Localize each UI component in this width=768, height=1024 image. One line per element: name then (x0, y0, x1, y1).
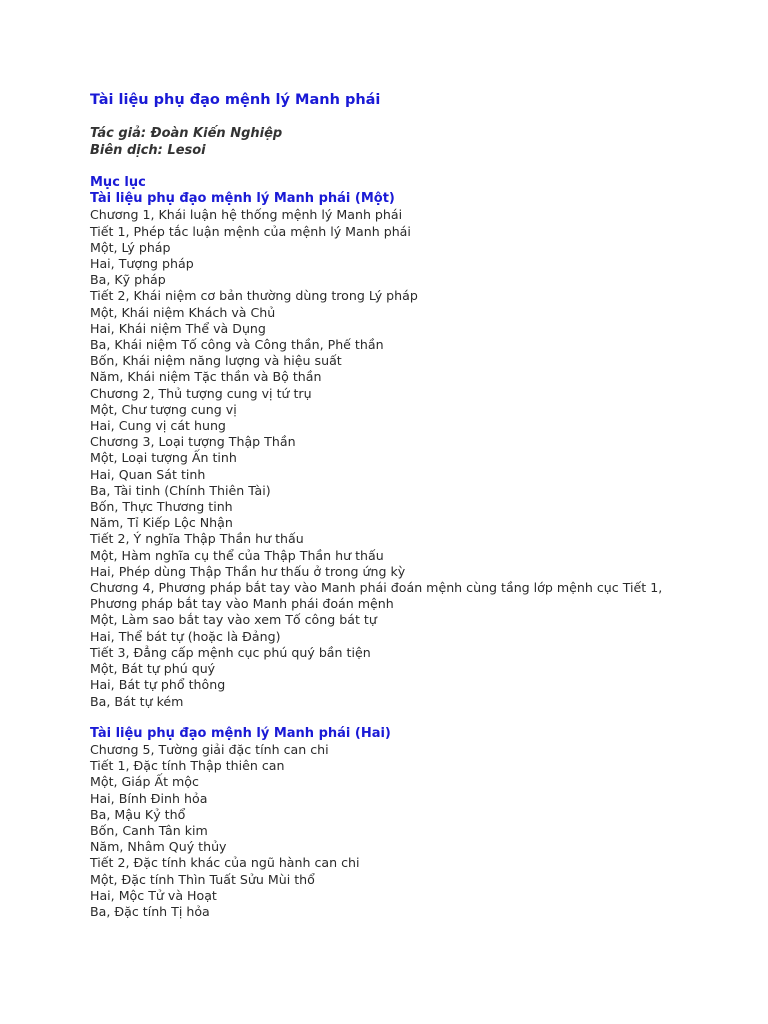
toc-entry: Hai, Khái niệm Thể và Dụng (90, 320, 266, 336)
toc-entry: Bốn, Canh Tân kim (90, 822, 208, 838)
toc-entry: Một, Loại tượng Ấn tinh (90, 450, 237, 466)
toc-entry: Tiết 3, Đẳng cấp mệnh cục phú quý bần tiện (90, 644, 371, 660)
part-two-list (90, 742, 730, 920)
toc-entry: Tiết 1, Phép tắc luận mệnh của mệnh lý Manh phái (90, 223, 411, 239)
toc-entry: Bốn, Khái niệm năng lượng và hiệu suất (90, 353, 342, 369)
document-page (90, 89, 730, 920)
part-one-title: Tài liệu phụ đạo mệnh lý Manh phái (Một) (90, 191, 395, 207)
toc-entry: Ba, Mậu Kỷ thổ (90, 806, 186, 822)
toc-entry: Hai, Quan Sát tinh (90, 466, 206, 482)
translator-line: Biên dịch: Lesoi (90, 142, 206, 158)
toc-entry: Năm, Tỉ Kiếp Lộc Nhận (90, 515, 233, 531)
toc-entry: Tiết 2, Đặc tính khác của ngũ hành can chi (90, 855, 360, 871)
toc-entry: Hai, Cung vị cát hung (90, 418, 226, 434)
toc-entry: Tiết 2, Ý nghĩa Thập Thần hư thấu (90, 531, 304, 547)
toc-entry: Hai, Thể bát tự (hoặc là Đảng) (90, 628, 281, 644)
toc-entry: Bốn, Thực Thương tinh (90, 499, 233, 515)
toc-entry: Ba, Kỹ pháp (90, 272, 166, 288)
author-line: Tác giả: Đoàn Kiến Nghiệp (90, 126, 283, 141)
toc-heading: Mục lục (90, 175, 146, 190)
toc-entry: Chương 1, Khái luận hệ thống mệnh lý Manh phái (90, 207, 403, 223)
toc-entry: Hai, Phép dùng Thập Thần hư thấu ở trong ứng kỳ (90, 563, 406, 579)
toc-entry: Một, Bát tự phú quý (90, 661, 216, 677)
part-two-title: Tài liệu phụ đạo mệnh lý Manh phái (Hai) (90, 725, 391, 741)
toc-entry: Tiết 2, Khái niệm cơ bản thường dùng trong Lý pháp (90, 288, 418, 304)
toc-entry: Năm, Nhâm Quý thủy (90, 839, 227, 855)
toc-entry: Hai, Bát tự phổ thông (90, 677, 226, 693)
toc-entry: Một, Lý pháp (90, 239, 171, 255)
toc-entry: Một, Hàm nghĩa cụ thể của Thập Thần hư thấu (90, 547, 384, 563)
toc-entry: Một, Khái niệm Khách và Chủ (90, 304, 276, 320)
toc-entry: Năm, Khái niệm Tặc thần và Bộ thần (90, 369, 322, 385)
toc-entry: Hai, Tượng pháp (90, 256, 194, 272)
toc-entry: Chương 4, Phương pháp bắt tay vào Manh phái đoán mệnh cùng tầng lớp mệnh cục Tiết 1, (90, 580, 663, 596)
toc-entry: Một, Làm sao bắt tay vào xem Tố công bát tự (90, 612, 377, 628)
credits-block (90, 126, 730, 159)
toc-entry: Chương 3, Loại tượng Thập Thần (90, 434, 296, 450)
toc-entry: Hai, Bính Đinh hỏa (90, 790, 208, 806)
toc-entry: Hai, Mộc Tử và Hoạt (90, 887, 217, 903)
toc-entry: Chương 2, Thủ tượng cung vị tứ trụ (90, 385, 312, 401)
document-title: Tài liệu phụ đạo mệnh lý Manh phái (90, 92, 381, 108)
toc-entry: Chương 5, Tường giải đặc tính can chi (90, 741, 329, 757)
toc-entry: Ba, Đặc tính Tị hỏa (90, 903, 210, 919)
toc-entry: Một, Đặc tính Thìn Tuất Sửu Mùi thổ (90, 871, 315, 887)
toc-part-one (90, 191, 730, 710)
toc-entry: Ba, Bát tự kém (90, 693, 184, 709)
toc-entry: Ba, Tài tinh (Chính Thiên Tài) (90, 482, 271, 498)
toc-entry: Tiết 1, Đặc tính Thập thiên can (90, 758, 285, 774)
toc-part-two (90, 726, 730, 920)
toc-entry: Một, Giáp Ất mộc (90, 774, 199, 790)
toc-entry: Ba, Khái niệm Tố công và Công thần, Phế thần (90, 337, 384, 353)
part-one-list (90, 207, 730, 709)
toc-entry: Một, Chư tượng cung vị (90, 401, 237, 417)
toc-entry: Phương pháp bắt tay vào Manh phái đoán mệnh (90, 596, 394, 612)
